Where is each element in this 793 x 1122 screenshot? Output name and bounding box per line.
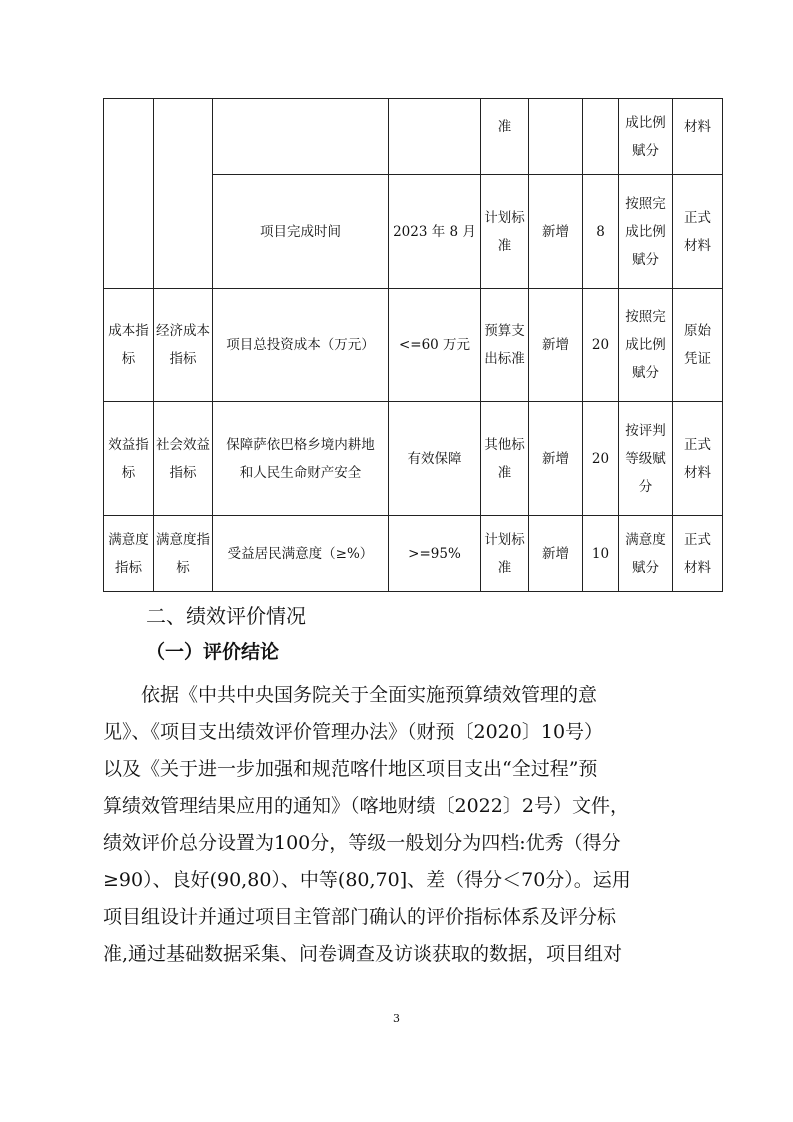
table-cell-score bbox=[583, 99, 619, 175]
table-row bbox=[104, 402, 723, 516]
table-cell-scoring: 按照完 成比例 赋分 bbox=[619, 289, 673, 402]
table-cell-level2 bbox=[154, 99, 213, 289]
table-cell-rating: 预算支 出标准 bbox=[481, 289, 529, 402]
table-cell-level2: 社会效益 指标 bbox=[154, 402, 213, 516]
table-row bbox=[104, 99, 723, 175]
table-cell-type bbox=[529, 99, 583, 175]
table-cell-rating: 准 bbox=[481, 99, 529, 175]
table-cell-level1: 成本指 标 bbox=[104, 289, 154, 402]
table-cell-scoring: 满意度 赋分 bbox=[619, 516, 673, 592]
table-cell-scoring: 按照完 成比例 赋分 bbox=[619, 175, 673, 289]
table-cell-target bbox=[389, 99, 481, 175]
table-cell-level1 bbox=[104, 99, 154, 289]
table-cell-type: 新增 bbox=[529, 516, 583, 592]
table-cell-level2: 经济成本 指标 bbox=[154, 289, 213, 402]
table-cell-level1: 效益指 标 bbox=[104, 402, 154, 516]
paragraph-line: 见》、《项目支出绩效评价管理办法》（财预〔2020〕10号） bbox=[103, 721, 604, 743]
table-cell-indicator: 受益居民满意度（≥%） bbox=[213, 516, 389, 592]
paragraph-line: 依据《中共中央国务院关于全面实施预算绩效管理的意 bbox=[103, 684, 598, 706]
table-cell-score: 20 bbox=[583, 289, 619, 402]
table-cell-level1: 满意度 指标 bbox=[104, 516, 154, 592]
table-cell-target: >=95% bbox=[389, 516, 481, 592]
table-cell-score: 8 bbox=[583, 175, 619, 289]
performance-indicator-table bbox=[103, 98, 723, 592]
paragraph-line: 算绩效管理结果应用的通知》（喀地财绩〔2022〕2号）文件， bbox=[103, 795, 629, 817]
table-cell-type: 新增 bbox=[529, 175, 583, 289]
table-cell-score: 20 bbox=[583, 402, 619, 516]
paragraph-line: 绩效评价总分设置为100分，等级一般划分为四档:优秀（得分 bbox=[103, 832, 621, 854]
subsection-heading: （一）评价结论 bbox=[146, 641, 280, 663]
table-cell-target: <=60 万元 bbox=[389, 289, 481, 402]
table-cell-indicator: 项目总投资成本（万元） bbox=[213, 289, 389, 402]
table-row bbox=[104, 289, 723, 402]
table-cell-indicator: 项目完成时间 bbox=[213, 175, 389, 289]
table-cell-score: 10 bbox=[583, 516, 619, 592]
paragraph-line: 准,通过基础数据采集、问卷调查及访谈获取的数据，项目组对 bbox=[103, 943, 623, 965]
table-cell-rating: 计划标 准 bbox=[481, 516, 529, 592]
table-row bbox=[104, 516, 723, 592]
table-cell-scoring: 按评判 等级赋 分 bbox=[619, 402, 673, 516]
table-cell-type: 新增 bbox=[529, 289, 583, 402]
page-number: 3 bbox=[393, 1012, 400, 1025]
table-cell-scoring: 成比例 赋分 bbox=[619, 99, 673, 175]
table-cell-indicator bbox=[213, 99, 389, 175]
table-cell-target: 2023 年 8 月 bbox=[389, 175, 481, 289]
table-cell-rating: 计划标 准 bbox=[481, 175, 529, 289]
paragraph-line: 项目组设计并通过项目主管部门确认的评价指标体系及评分标 bbox=[103, 906, 617, 928]
section-heading: 二、绩效评价情况 bbox=[146, 604, 306, 628]
table-cell-level2: 满意度指 标 bbox=[154, 516, 213, 592]
table-cell-target: 有效保障 bbox=[389, 402, 481, 516]
table-cell-evidence: 原始 凭证 bbox=[673, 289, 723, 402]
table-cell-evidence: 正式 材料 bbox=[673, 516, 723, 592]
table-cell-indicator: 保障萨依巴格乡境内耕地 和人民生命财产安全 bbox=[213, 402, 389, 516]
table-cell-type: 新增 bbox=[529, 402, 583, 516]
table-cell-evidence: 正式 材料 bbox=[673, 175, 723, 289]
table-cell-evidence: 材料 bbox=[673, 99, 723, 175]
evaluation-paragraph bbox=[103, 677, 703, 973]
paragraph-line: ≥90）、良好(90,80）、中等(80,70]、差（得分＜70分）。运用 bbox=[103, 869, 631, 891]
table-cell-evidence: 正式 材料 bbox=[673, 402, 723, 516]
table-cell-rating: 其他标 准 bbox=[481, 402, 529, 516]
paragraph-line: 以及《关于进一步加强和规范喀什地区项目支出“全过程”预 bbox=[103, 758, 598, 780]
